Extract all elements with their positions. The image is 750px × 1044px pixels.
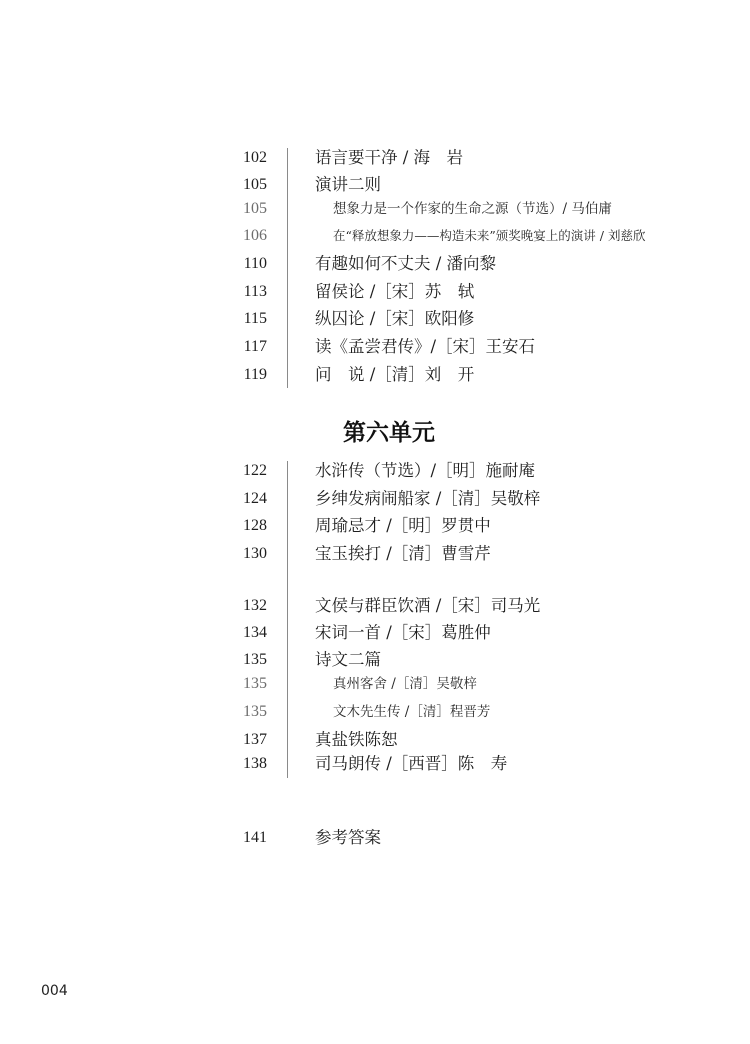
toc-entry-title: 参考答案	[315, 828, 381, 847]
toc-page-number: 137	[243, 731, 267, 748]
page-number: 004	[41, 983, 68, 999]
toc-page-number: 119	[243, 366, 267, 383]
toc-entry-title: 留侯论 /［宋］苏 轼	[315, 282, 475, 301]
toc-entry-title: 真州客舍 /［清］吴敬梓	[333, 676, 477, 692]
toc-entry[interactable]	[0, 306, 750, 332]
toc-page-number: 141	[243, 829, 267, 846]
toc-entry-title: 宝玉挨打 /［清］曹雪芹	[315, 544, 491, 563]
toc-page-number: 113	[243, 283, 267, 300]
toc-entry[interactable]	[0, 620, 750, 646]
toc-page-number: 130	[243, 545, 267, 562]
toc-entry[interactable]	[0, 223, 750, 249]
toc-page-number: 135	[243, 675, 267, 692]
toc-entry[interactable]	[0, 362, 750, 388]
toc-page-number: 117	[243, 338, 267, 355]
toc-page-number: 135	[243, 651, 267, 668]
toc-entry-title: 有趣如何不丈夫 / 潘向黎	[315, 254, 497, 273]
toc-entry[interactable]	[0, 172, 750, 198]
toc-entry-title: 想象力是一个作家的生命之源（节选）/ 马伯庸	[333, 201, 612, 217]
toc-entry-title: 宋词一首 /［宋］葛胜仲	[315, 623, 491, 642]
toc-entry-title: 语言要干净 / 海 岩	[315, 148, 464, 167]
toc-entry[interactable]	[0, 513, 750, 539]
toc-entry-title: 司马朗传 /［西晋］陈 寿	[315, 754, 508, 773]
toc-page-number: 134	[243, 624, 267, 641]
toc-entry[interactable]	[0, 541, 750, 567]
toc-entry-title: 演讲二则	[315, 175, 381, 194]
toc-entry-title: 纵囚论 /［宋］欧阳修	[315, 309, 475, 328]
toc-page-number: 105	[243, 200, 267, 217]
toc-page-number: 128	[243, 517, 267, 534]
toc-entry-title: 在“释放想象力——构造未来”颁奖晚宴上的演讲 / 刘慈欣	[333, 228, 646, 243]
toc-entry-title: 诗文二篇	[315, 650, 381, 669]
toc-page-number: 132	[243, 597, 267, 614]
toc-page-number: 110	[243, 255, 267, 272]
toc-entry-title: 周瑜忌才 /［明］罗贯中	[315, 516, 491, 535]
toc-entry-title: 乡绅发病闹船家 /［清］吴敬梓	[315, 489, 541, 508]
toc-entry[interactable]	[0, 145, 750, 171]
toc-entry[interactable]	[0, 699, 750, 725]
toc-entry[interactable]	[0, 334, 750, 360]
toc-entry[interactable]	[0, 458, 750, 484]
section-title: 第六单元	[343, 420, 435, 446]
toc-entry[interactable]	[0, 486, 750, 512]
toc-page-number: 115	[243, 310, 267, 327]
toc-entry[interactable]	[0, 671, 750, 697]
toc-entry[interactable]	[0, 751, 750, 777]
toc-entry-title: 读《孟尝君传》/［宋］王安石	[315, 337, 536, 356]
toc-entry-title: 文木先生传 /［清］程晋芳	[333, 704, 491, 720]
toc-entry[interactable]	[0, 279, 750, 305]
toc-entry[interactable]	[0, 196, 750, 222]
toc-entry[interactable]	[0, 251, 750, 277]
toc-entry[interactable]	[0, 647, 750, 673]
toc-page-number: 106	[243, 227, 267, 244]
toc-entry-appendix[interactable]	[0, 825, 750, 851]
toc-page-number: 102	[243, 149, 267, 166]
toc-entry[interactable]	[0, 727, 750, 753]
toc-entry-title: 真盐铁陈恕	[315, 730, 398, 749]
toc-page-number: 122	[243, 462, 267, 479]
toc-page-number: 138	[243, 755, 267, 772]
toc-page-number: 124	[243, 490, 267, 507]
toc-entry-title: 问 说 /［清］刘 开	[315, 365, 475, 384]
toc-page-number: 105	[243, 176, 267, 193]
toc-entry-title: 文侯与群臣饮酒 /［宋］司马光	[315, 596, 541, 615]
toc-entry[interactable]	[0, 593, 750, 619]
toc-page-number: 135	[243, 703, 267, 720]
toc-entry-title: 水浒传（节选）/［明］施耐庵	[315, 461, 536, 480]
